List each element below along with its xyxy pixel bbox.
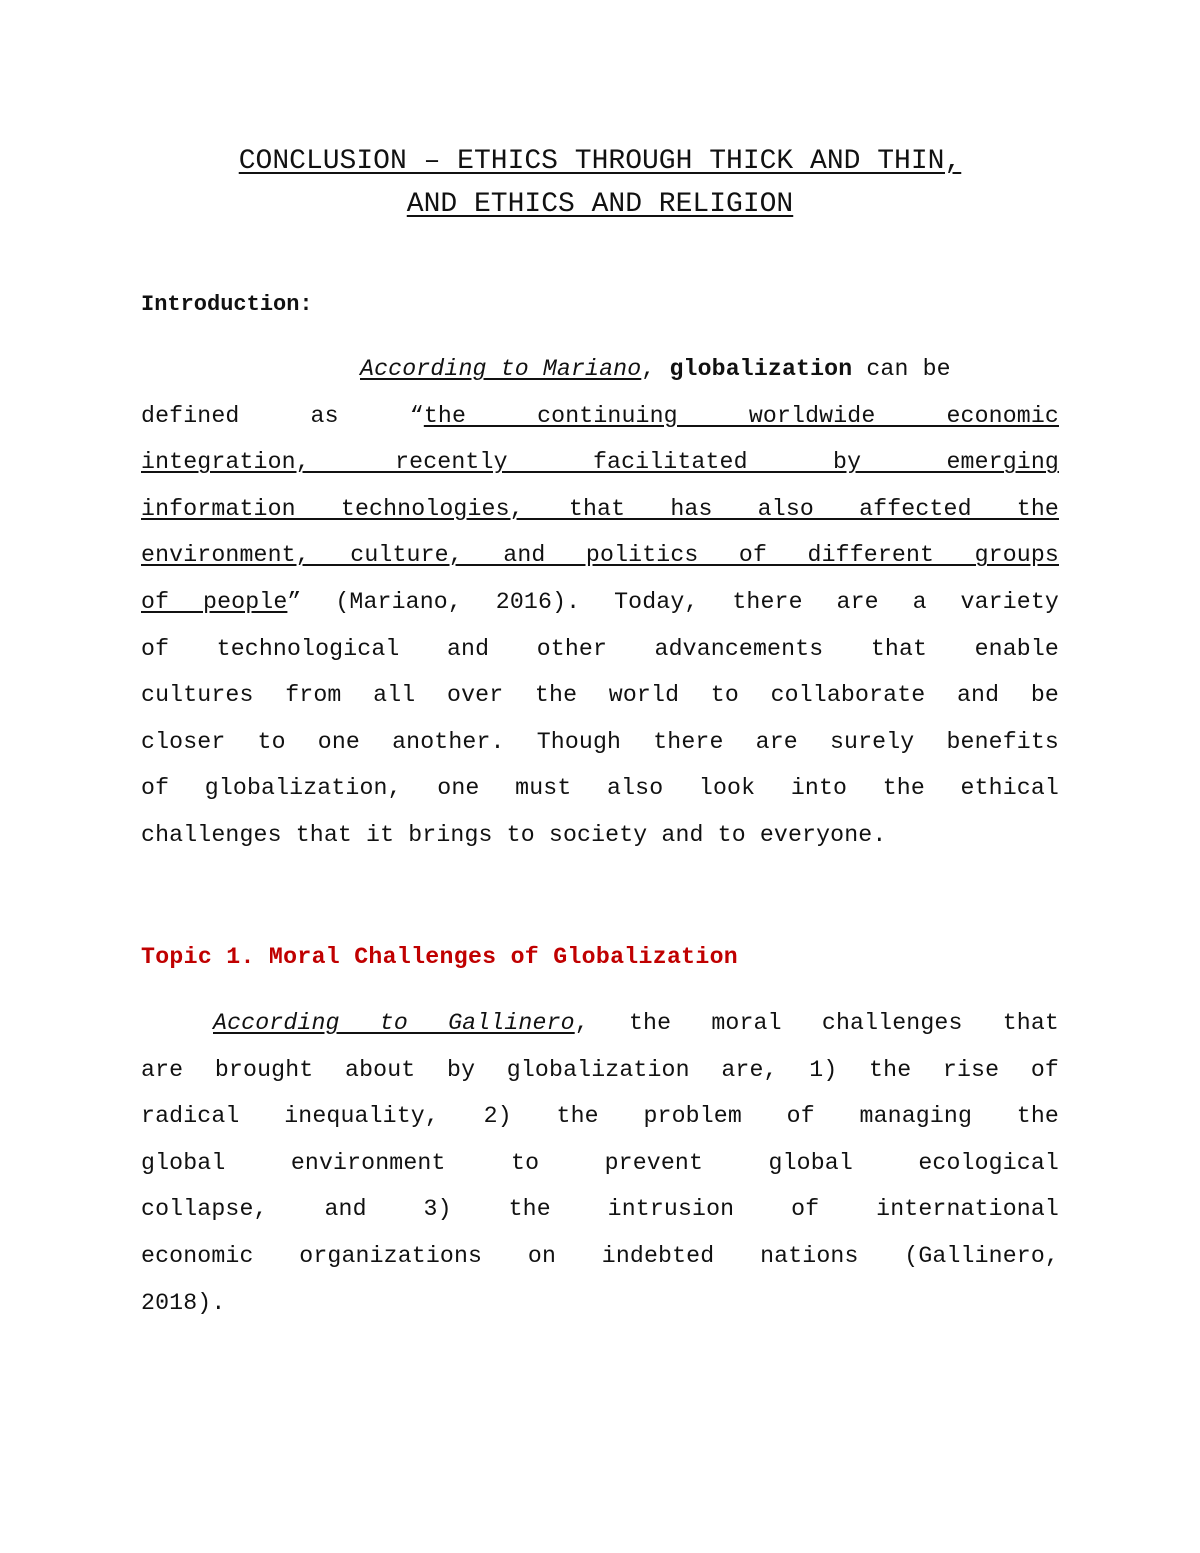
- topic1-line-1-end: , the moral challenges that: [574, 1010, 1059, 1036]
- intro-line-5: environment, culture, and politics of different groups: [141, 542, 1059, 569]
- document-title: [120, 140, 1080, 226]
- intro-comma: ,: [641, 356, 670, 382]
- introduction-heading: Introduction:: [141, 292, 313, 317]
- intro-line-9: closer to one another. Though there are surely benefits: [141, 728, 1059, 755]
- topic1-line-7: 2018).: [141, 1289, 226, 1316]
- topic1-line-1: [141, 1000, 1059, 1047]
- intro-line-10: of globalization, one must also look into the ethical: [141, 775, 1059, 802]
- title-line-2: AND ETHICS AND RELIGION: [406, 189, 794, 220]
- intro-line-1-end: can be: [852, 356, 951, 382]
- intro-line-11: challenges that it brings to society and to everyone.: [141, 821, 887, 848]
- topic1-line-5: collapse, and 3) the intrusion of international: [141, 1196, 1059, 1223]
- topic1-line-4: global environment to prevent global ecological: [141, 1149, 1059, 1176]
- intro-line-8: cultures from all over the world to collaborate and be: [141, 682, 1059, 709]
- intro-citation-mariano: According to Mariano: [360, 356, 642, 382]
- intro-line-6-end: ” (Mariano, 2016). Today, there are a variety: [287, 588, 1059, 615]
- introduction-paragraph: [141, 346, 1059, 859]
- intro-line-2: [141, 393, 1059, 440]
- intro-line-3: integration, recently facilitated by emerging: [141, 449, 1059, 476]
- intro-line-2-start: defined as “: [141, 402, 424, 429]
- intro-line-4: information technologies, that has also affected the: [141, 495, 1059, 522]
- intro-term-globalization: globalization: [669, 356, 853, 382]
- intro-line-6: [141, 579, 1059, 626]
- intro-line-1: [141, 346, 1059, 393]
- intro-line-7: of technological and other advancements that enable: [141, 635, 1059, 662]
- topic1-line-6: economic organizations on indebted nations (Gallinero,: [141, 1242, 1059, 1269]
- topic-1-paragraph: [141, 1000, 1059, 1326]
- intro-quote-start: the continuing worldwide economic: [423, 402, 1059, 429]
- intro-quote-end: of people: [141, 588, 288, 615]
- topic1-citation-gallinero: According to Gallinero: [213, 1010, 575, 1036]
- topic1-line-2: are brought about by globalization are, 1) the rise of: [141, 1056, 1059, 1083]
- title-line-1: CONCLUSION – ETHICS THROUGH THICK AND THIN,: [238, 146, 962, 177]
- topic1-line-3: radical inequality, 2) the problem of managing the: [141, 1103, 1059, 1130]
- topic-1-heading: Topic 1. Moral Challenges of Globalization: [141, 944, 739, 970]
